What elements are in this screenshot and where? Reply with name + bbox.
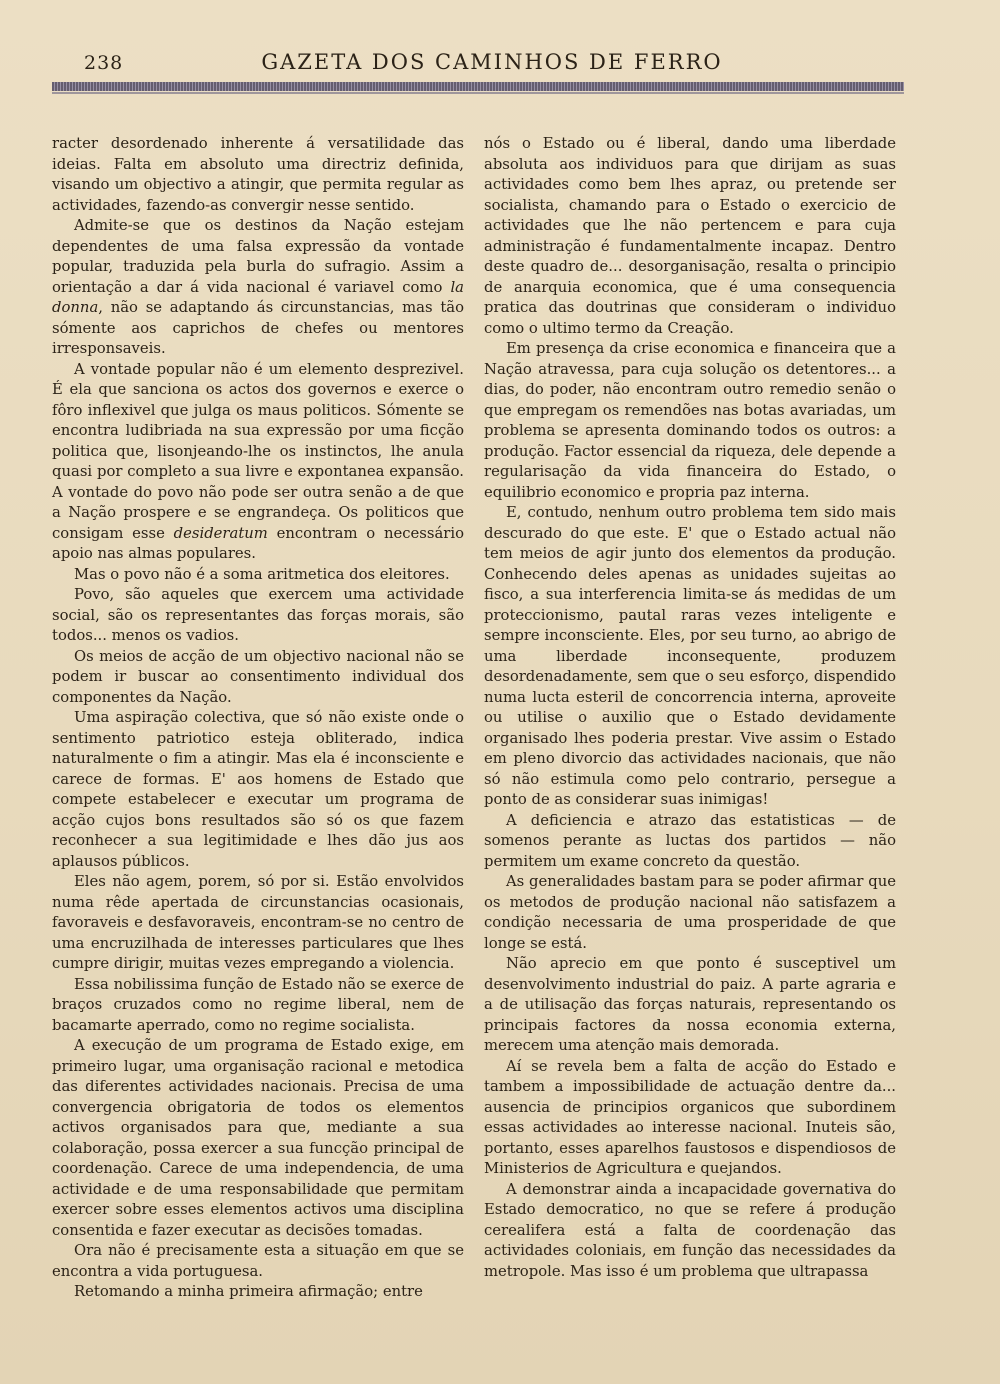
paragraph (484, 811, 896, 873)
paragraph-text: E, contudo, nenhum outro problema tem sido mais descurado do que este. E' que o Estado actual não tem meios de agir junto dos elementos da produção. Conhecendo deles apenas as unidades sujeitas ao fisco, a sua interferencia limita-se ás medidas de um proteccionismo, pautal raras vezes inteligente e sempre inconsciente. Eles, por seu turno, ao abrigo de uma liberdade inconsequente, produzem desordenadamente, sem que o seu esforço, dispendido numa lucta esteril de concorrencia interna, aproveite ou utilise o auxilio que o Estado devidamente organisado lhes poderia prestar. Vive assim o Estado em pleno divorcio das actividades nacionais, que não só não estimula como pelo contrario, persegue a ponto de as considerar suas inimigas! (484, 504, 896, 808)
paragraph (52, 975, 464, 1037)
emphasis-text: la donna (52, 278, 464, 316)
paragraph-text: Retomando a minha primeira afirmação; entre (74, 1283, 423, 1300)
paragraph-text: A deficiencia e atrazo das estatisticas — de somenos perante as luctas dos partidos — não permitem um exame concreto da questão. (484, 811, 896, 870)
paragraph (52, 360, 464, 565)
paragraph (484, 503, 896, 811)
paragraph-text: Aí se revela bem a falta de acção do Estado e tambem a impossibilidade de actuação dentre da... ausencia de principios organicos que subordinem essas actividades ao interesse nacional. Inuteis são, portanto, esses aparelhos faustosos e dispendiosos de Ministerios de Agricultura e quejandos. (484, 1057, 896, 1177)
emphasis-text: desideratum (173, 524, 268, 542)
header-rule (52, 82, 904, 91)
paragraph (484, 954, 896, 1057)
journal-title: GAZETA DOS CAMINHOS DE FERRO (261, 50, 723, 74)
paragraph-text: A execução de um programa de Estado exige, em primeiro lugar, uma organisação racional e metodica das diferentes actividades nacionais. Precisa de uma convergencia obrigatoria de todos os elementos activos organisados para que, mediante a sua colaboração, possa exercer a sua funcção principal de coordenação. Carece de uma independencia, de uma actividade e de uma responsabilidade que permitam exercer sobre esses elementos activos uma disciplina consentida e fazer executar as decisões tomadas. (52, 1037, 464, 1239)
paragraph-text: Não aprecio em que ponto é susceptivel um desenvolvimento industrial do paiz. A parte agraria e a de utilisação das forças naturais, representando os principais factores da nossa economia externa, merecem uma atenção mais demorada. (484, 955, 896, 1054)
paragraph-text: A vontade popular não é um elemento desprezivel. É ela que sanciona os actos dos governos e exerce o fôro inflexivel que julga os maus politicos. Sómente se encontra ludibriada na sua expressão por uma ficção politica que, lisonjeando-lhe os instinctos, lhe anula quasi por completo a sua livre e expontanea expansão. A vontade do povo não pode ser outra senão a de que a Nação prospere e se engrandeça. Os politicos que consigam esse (52, 360, 464, 542)
paragraph (52, 1241, 464, 1282)
paragraph (52, 647, 464, 709)
paragraph-text: Uma aspiração colectiva, que só não existe onde o sentimento patriotico esteja obliterado, indica naturalmente o fim a atingir. Mas ela é inconsciente e carece de formas. E' aos homens de Estado que compete estabelecer e executar um programa de acção cujos bons resultados são só os que fazem reconhecer a sua legitimidade e lhes dão jus aos aplausos públicos. (52, 709, 464, 870)
paragraph (52, 565, 464, 586)
paragraph (52, 1282, 464, 1303)
paragraph (484, 1057, 896, 1180)
paragraph-text: , não se adaptando ás circunstancias, mas tão sómente aos caprichos de chefes ou mentores irresponsaveis. (52, 299, 464, 357)
paragraph-text: Os meios de acção de um objectivo nacional não se podem ir buscar ao consentimento individual dos componentes da Nação. (52, 647, 464, 706)
right-column (484, 134, 896, 1282)
paragraph-text: Essa nobilissima função de Estado não se exerce de braços cruzados como no regime liberal, nem de bacamarte aperrado, como no regime socialista. (52, 975, 464, 1034)
paragraph-text: Eles não agem, porem, só por si. Estão envolvidos numa rêde apertada de circunstancias ocasionais, favoraveis e desfavoraveis, encontram-se no centro de uma encruzilhada de interesses particulares que lhes cumpre dirigir, muitas vezes empregando a violencia. (52, 873, 464, 972)
page-number: 238 (84, 52, 124, 74)
article-body (52, 134, 906, 1334)
paragraph-text: nós o Estado ou é liberal, dando uma liberdade absoluta aos individuos para que dirijam as suas actividades como bem lhes apraz, ou pretende ser socialista, chamando para o Estado o exercicio de actividades que lhe não pertencem e para cuja administração é fundamentalmente incapaz. Dentro deste quadro de... desorganisação, resalta o principio de anarquia economica, que é uma consequencia pratica das doutrinas que consideram o individuo como o ultimo termo da Creação. (484, 135, 896, 337)
paragraph (52, 216, 464, 360)
paragraph-text: Povo, são aqueles que exercem uma actividade social, são os representantes das forças morais, são todos... menos os vadios. (52, 586, 464, 644)
paragraph (484, 134, 896, 339)
paragraph-text: Em presença da crise economica e financeira que a Nação atravessa, para cuja solução os detentores... a dias, do poder, não encontram outro remedio senão o que empregam os remendões nas botas avariadas, um problema se apresenta dominando todos os outros: a produção. Factor essencial da riqueza, dele depende a regularisação da vida financeira do Estado, o equilibrio economico e propria paz interna. (484, 340, 896, 501)
paragraph (484, 1180, 896, 1283)
paragraph-text: As generalidades bastam para se poder afirmar que os metodos de produção nacional não satisfazem a condição necessaria de uma prosperidade de que longe se está. (484, 873, 896, 952)
left-column (52, 134, 464, 1303)
paragraph (52, 1036, 464, 1241)
paragraph-text: racter desordenado inherente á versatilidade das ideias. Falta em absoluto uma directriz definida, visando um objectivo a atingir, que permita regular as actividades, fazendo-as convergir nesse sentido. (52, 135, 464, 214)
paragraph (484, 872, 896, 954)
paragraph-text: Ora não é precisamente esta a situação em que se encontra a vida portuguesa. (52, 1242, 464, 1280)
paragraph (484, 339, 896, 503)
paragraph (52, 134, 464, 216)
header-rule-thin (52, 92, 904, 94)
paragraph-text: Admite-se que os destinos da Nação estejam dependentes de uma falsa expressão da vontade popular, traduzida pela burla do sufragio. Assim a orientação a dar á vida nacional é variavel como (52, 217, 464, 296)
paragraph-text: encontram o necessário apoio nas almas populares. (52, 524, 465, 562)
paragraph-text: A demonstrar ainda a incapacidade governativa do Estado democratico, no que se refere á produção cerealifera está a falta de coordenação das actividades coloniais, em função das necessidades da metropole. Mas isso é um problema que ultrapassa (484, 1180, 896, 1280)
paragraph-text: Mas o povo não é a soma aritmetica dos eleitores. (74, 565, 450, 583)
paragraph (52, 708, 464, 872)
page-header (72, 44, 912, 84)
paragraph (52, 872, 464, 975)
paragraph (52, 585, 464, 647)
